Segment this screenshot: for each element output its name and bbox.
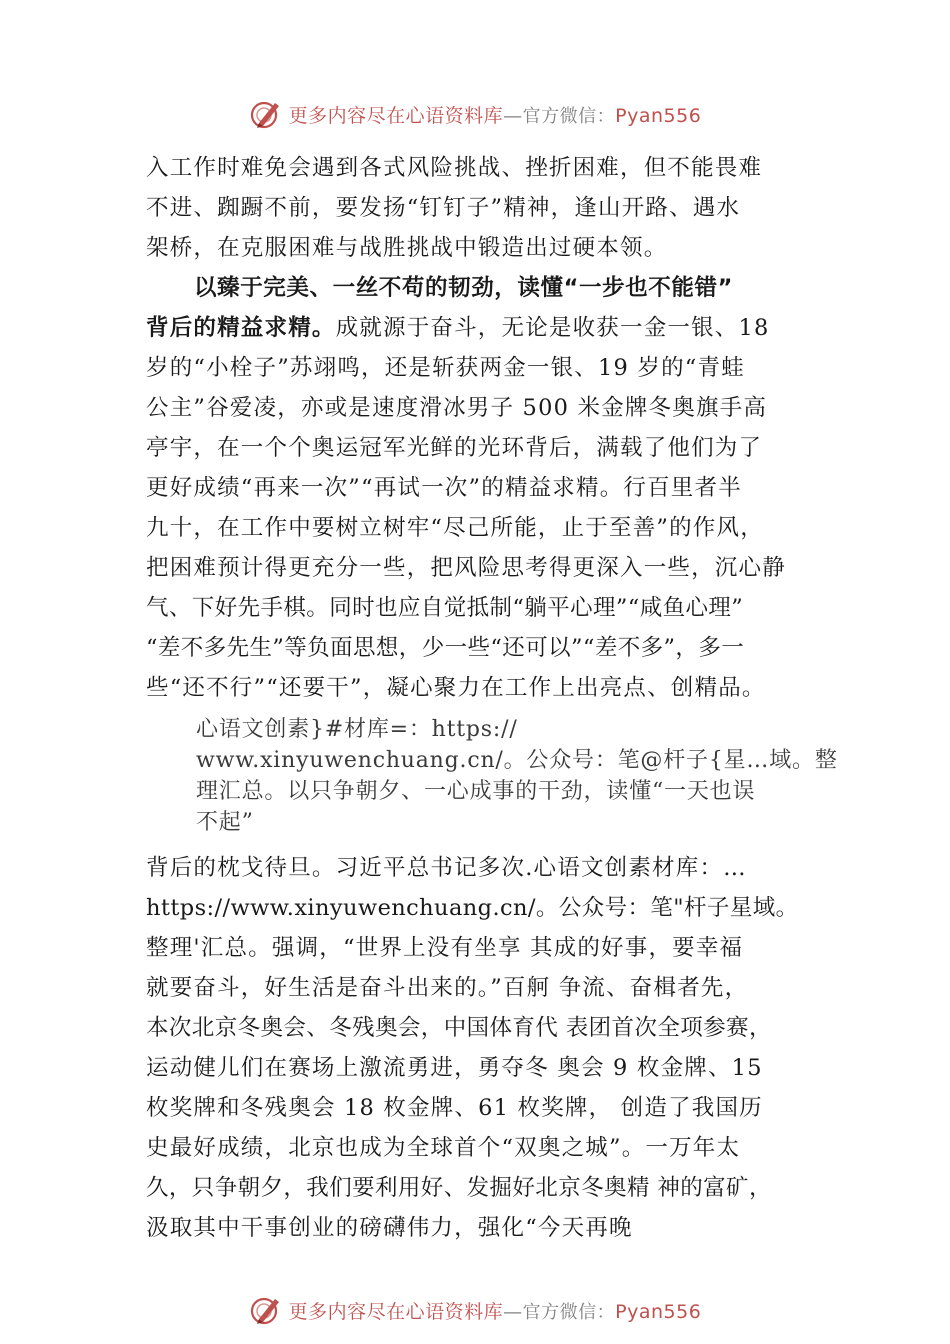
pen-logo-icon: [249, 1293, 283, 1327]
text-line: 气、下好先手棋。同时也应自觉抵制“躺平心理”“咸鱼心理”: [146, 595, 744, 621]
text-line: [146, 308, 846, 348]
text-line: 就要奋斗，好生活是奋斗出来的。”百舸 争流、奋楫者先，: [146, 975, 749, 1001]
footer-banner-inner: [249, 1293, 702, 1327]
text-line: 架桥，在克服困难与战胜挑战中锻造出过硬本领。: [146, 235, 668, 261]
text-line: 史最好成绩，北京也成为全球首个“双奥之城”。一万年太: [146, 1135, 741, 1161]
watermark-insert: [146, 714, 836, 838]
paragraph-heading: 以臻于完美、一丝不苟的韧劲，读懂“一步也不能错”: [194, 275, 733, 301]
text-line: 枚奖牌和冬残奥会 18 枚金牌、61 枚奖牌， 创造了我国历: [146, 1095, 763, 1121]
text-line: 亭宇，在一个个奥运冠军光鲜的光环背后，满载了他们为了: [146, 435, 763, 461]
text-line: “差不多先生”等负面思想，少一些“还可以”“差不多”，多一: [146, 635, 745, 661]
text-line: 背后的枕戈待旦。习近平总书记多次.心语文创素材库：…: [146, 855, 747, 881]
text-line: https://www.xinyuwenchuang.cn/。公众号：笔"杆子星域。: [146, 895, 799, 921]
text-line: 本次北京冬奥会、冬残奥会，中国体育代 表团首次全项参赛，: [146, 1015, 772, 1041]
heading-continuation: 背后的精益求精。: [146, 315, 336, 341]
text-line: 汲取其中干事创业的磅礴伟力，强化“今天再晚: [146, 1215, 633, 1241]
header-official-label: 官方微信：: [522, 105, 616, 127]
footer-banner: [0, 1290, 950, 1330]
insert-line: 心语文创素}#材库=：https://: [196, 717, 518, 742]
text-line: 公主”谷爱凌，亦或是速度滑冰男子 500 米金牌冬奥旗手高: [146, 395, 768, 421]
text-line: 久，只争朝夕，我们要利用好、发掘好北京冬奥精 神的富矿，: [146, 1175, 772, 1201]
footer-dash: —: [503, 1300, 523, 1323]
paragraph-2: [146, 268, 846, 708]
text-line: 整理'汇总。强调，“世界上没有坐享 其成的好事，要幸福: [146, 935, 744, 961]
text-line: 更好成绩“再来一次”“再试一次”的精益求精。行百里者半: [146, 475, 742, 501]
document-body: [146, 148, 846, 1248]
footer-title: 更多内容尽在心语资料库: [288, 1300, 504, 1323]
header-title: 更多内容尽在心语资料库: [288, 104, 504, 127]
footer-official-label: 官方微信：: [522, 1301, 616, 1323]
footer-text: [289, 1297, 702, 1324]
text-span: 成就源于奋斗，无论是收获一金一银、18: [335, 315, 770, 341]
text-line: 入工作时难免会遇到各式风险挑战、挫折困难，但不能畏难: [146, 155, 763, 181]
paragraph-1: [146, 148, 846, 268]
header-banner: [0, 94, 950, 134]
insert-line: 理汇总。以只争朝夕、一心成事的干劲，读懂“一天也误: [196, 779, 756, 804]
text-line: 九十，在工作中要树立树牢“尽己所能，止于至善”的作风，: [146, 515, 764, 541]
header-banner-inner: [249, 97, 702, 131]
text-line: 岁的“小栓子”苏翊鸣，还是斩获两金一银、19 岁的“青蛙: [146, 355, 745, 381]
header-wechat-id: Pyan556: [615, 104, 702, 127]
header-dash: —: [503, 104, 523, 127]
paragraph-3: [146, 848, 846, 1248]
text-line: 不进、踟蹰不前，要发扬“钉钉子”精神，逢山开路、遇水: [146, 195, 741, 221]
text-line: 运动健儿们在赛场上激流勇进，勇夺冬 奥会 9 枚金牌、15: [146, 1055, 763, 1081]
text-line: 些“还不行”“还要干”，凝心聚力在工作上出亮点、创精品。: [146, 675, 766, 701]
insert-line: www.xinyuwenchuang.cn/。公众号：笔@杆子{星…域。整: [196, 748, 838, 773]
header-text: [289, 101, 702, 128]
footer-wechat-id: Pyan556: [615, 1300, 702, 1323]
insert-line: 不起”: [196, 810, 254, 835]
pen-logo-icon: [249, 97, 283, 131]
text-line: 把困难预计得更充分一些，把风险思考得更深入一些，沉心静: [146, 555, 786, 581]
